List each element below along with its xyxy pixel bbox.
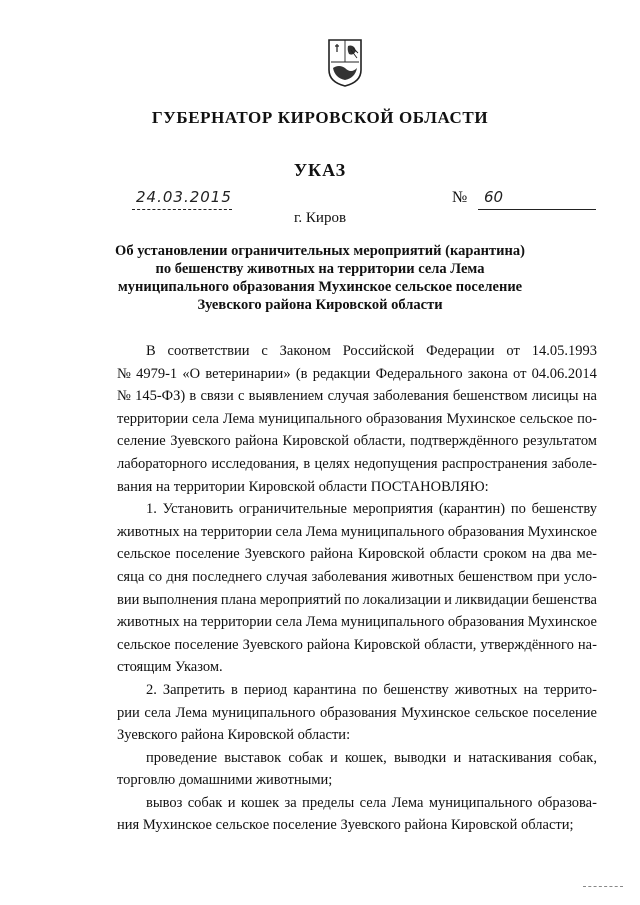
body-line: торговлю домашними животными; bbox=[117, 772, 333, 789]
city: г. Киров bbox=[293, 210, 347, 226]
body-line: лабораторного исследования, в целях недопущения распространения заболе- bbox=[117, 455, 597, 472]
body-line: В соответствии с Законом Российской Федерации от 14.05.1993 bbox=[146, 343, 597, 359]
document-number: 60 bbox=[484, 188, 504, 206]
body-line: проведение выставок собак и кошек, выводки и натаскивания собак, bbox=[146, 749, 597, 766]
date-field bbox=[132, 188, 232, 210]
body-line: ния Мухинское сельское поселение Зуевского района Кировской области; bbox=[117, 817, 574, 834]
body-line: Зуевского района Кировской области: bbox=[117, 727, 351, 744]
body-line: вывоз собак и кошек за пределы села Лема муниципального образова- bbox=[146, 794, 597, 811]
title-line: Об установлении ограничительных мероприятий (карантина) bbox=[115, 243, 525, 259]
body-line: сельское поселение Зуевского района Кировской области, утверждённого на- bbox=[117, 636, 597, 653]
coat-of-arms-icon bbox=[327, 38, 363, 88]
body-line: 2. Запретить в период карантина по бешенству животных на террито- bbox=[146, 681, 597, 698]
body-line: сяца со дня последнего случая заболевания животных бешенством при усло- bbox=[117, 568, 597, 585]
number-field bbox=[478, 188, 596, 210]
body-line: животных на территории села Лема муниципального образования Мухинское bbox=[117, 523, 597, 540]
document-body bbox=[117, 340, 597, 837]
number-sign: № bbox=[452, 189, 468, 206]
body-line: животных на территории села Лема муниципального образования Мухинское bbox=[117, 614, 597, 631]
body-line: стоящим Указом. bbox=[117, 659, 223, 676]
title-line: Зуевского района Кировской области bbox=[197, 297, 443, 313]
document-title bbox=[100, 242, 540, 314]
title-line: муниципального образования Мухинское сельское поселение bbox=[117, 279, 523, 295]
body-line: вии выполнения плана мероприятий по локализации и ликвидации бешенства bbox=[117, 591, 597, 608]
body-line: сельское поселение Зуевского района Кировской области сроком на два ме- bbox=[117, 546, 597, 563]
body-line: № 4979-1 «О ветеринарии» (в редакции Федерального закона от 04.06.2014 bbox=[117, 365, 597, 382]
body-line: 1. Установить ограничительные мероприятия (карантин) по бешенству bbox=[146, 501, 597, 518]
body-line: вания на территории Кировской области ПОСТАНОВЛЯЮ: bbox=[117, 478, 489, 495]
body-line: № 145-ФЗ) в связи с выявлением случая заболевания бешенством лисицы на bbox=[117, 388, 597, 405]
title-line: по бешенству животных на территории села Лема bbox=[155, 261, 485, 277]
issuing-authority: ГУБЕРНАТОР КИРОВСКОЙ ОБЛАСТИ bbox=[151, 108, 489, 127]
body-line: рии села Лема муниципального образования Мухинское сельское поселение bbox=[117, 704, 597, 721]
body-line: селение Зуевского района Кировской области, подтверждённого результатом bbox=[117, 433, 597, 450]
document-type: УКАЗ bbox=[293, 160, 347, 180]
body-line: территории села Лема муниципального образования Мухинское сельское по- bbox=[117, 410, 597, 427]
footer-mark bbox=[583, 885, 623, 887]
document-date: 24.03.2015 bbox=[136, 188, 232, 206]
